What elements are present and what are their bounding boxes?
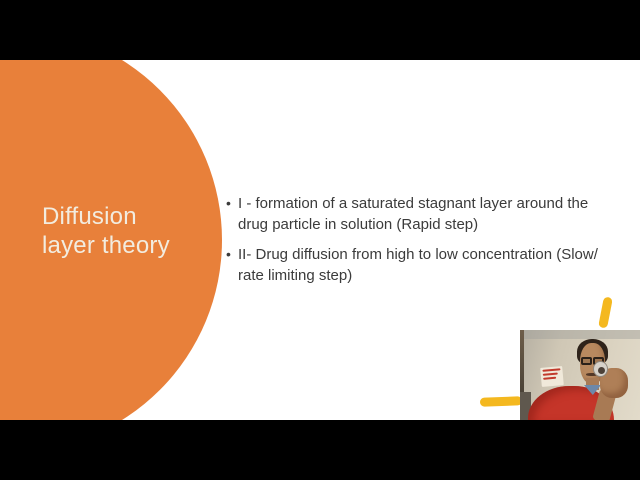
bullet-text: II- Drug diffusion from high to low concentration (Slow/ rate limiting step) (238, 246, 598, 284)
yellow-brush-stroke-vertical (598, 296, 613, 328)
webcam-wall-shade (520, 330, 640, 339)
letterbox-bottom (0, 420, 640, 480)
held-object-center (598, 367, 605, 374)
bullet-list (226, 193, 614, 295)
bullet-item (226, 193, 614, 235)
bullet-marker: • (226, 195, 231, 211)
glasses-left-lens (581, 357, 592, 365)
bullet-item (226, 244, 614, 286)
presentation-slide (0, 60, 640, 420)
held-object (593, 361, 608, 377)
sign-text-line (543, 377, 556, 380)
bullet-text: I - formation of a saturated stagnant layer around the drug particle in solution (Rapid step) (238, 195, 589, 233)
sign-text-line (542, 368, 560, 372)
yellow-brush-stroke-horizontal (480, 396, 522, 406)
slide-title: Diffusion layer theory (42, 203, 170, 259)
webcam-overlay (520, 330, 640, 420)
webcam-wall-sign (540, 366, 564, 387)
bullet-marker: • (226, 246, 231, 262)
letterbox-top (0, 0, 640, 60)
sign-text-line (543, 372, 558, 375)
